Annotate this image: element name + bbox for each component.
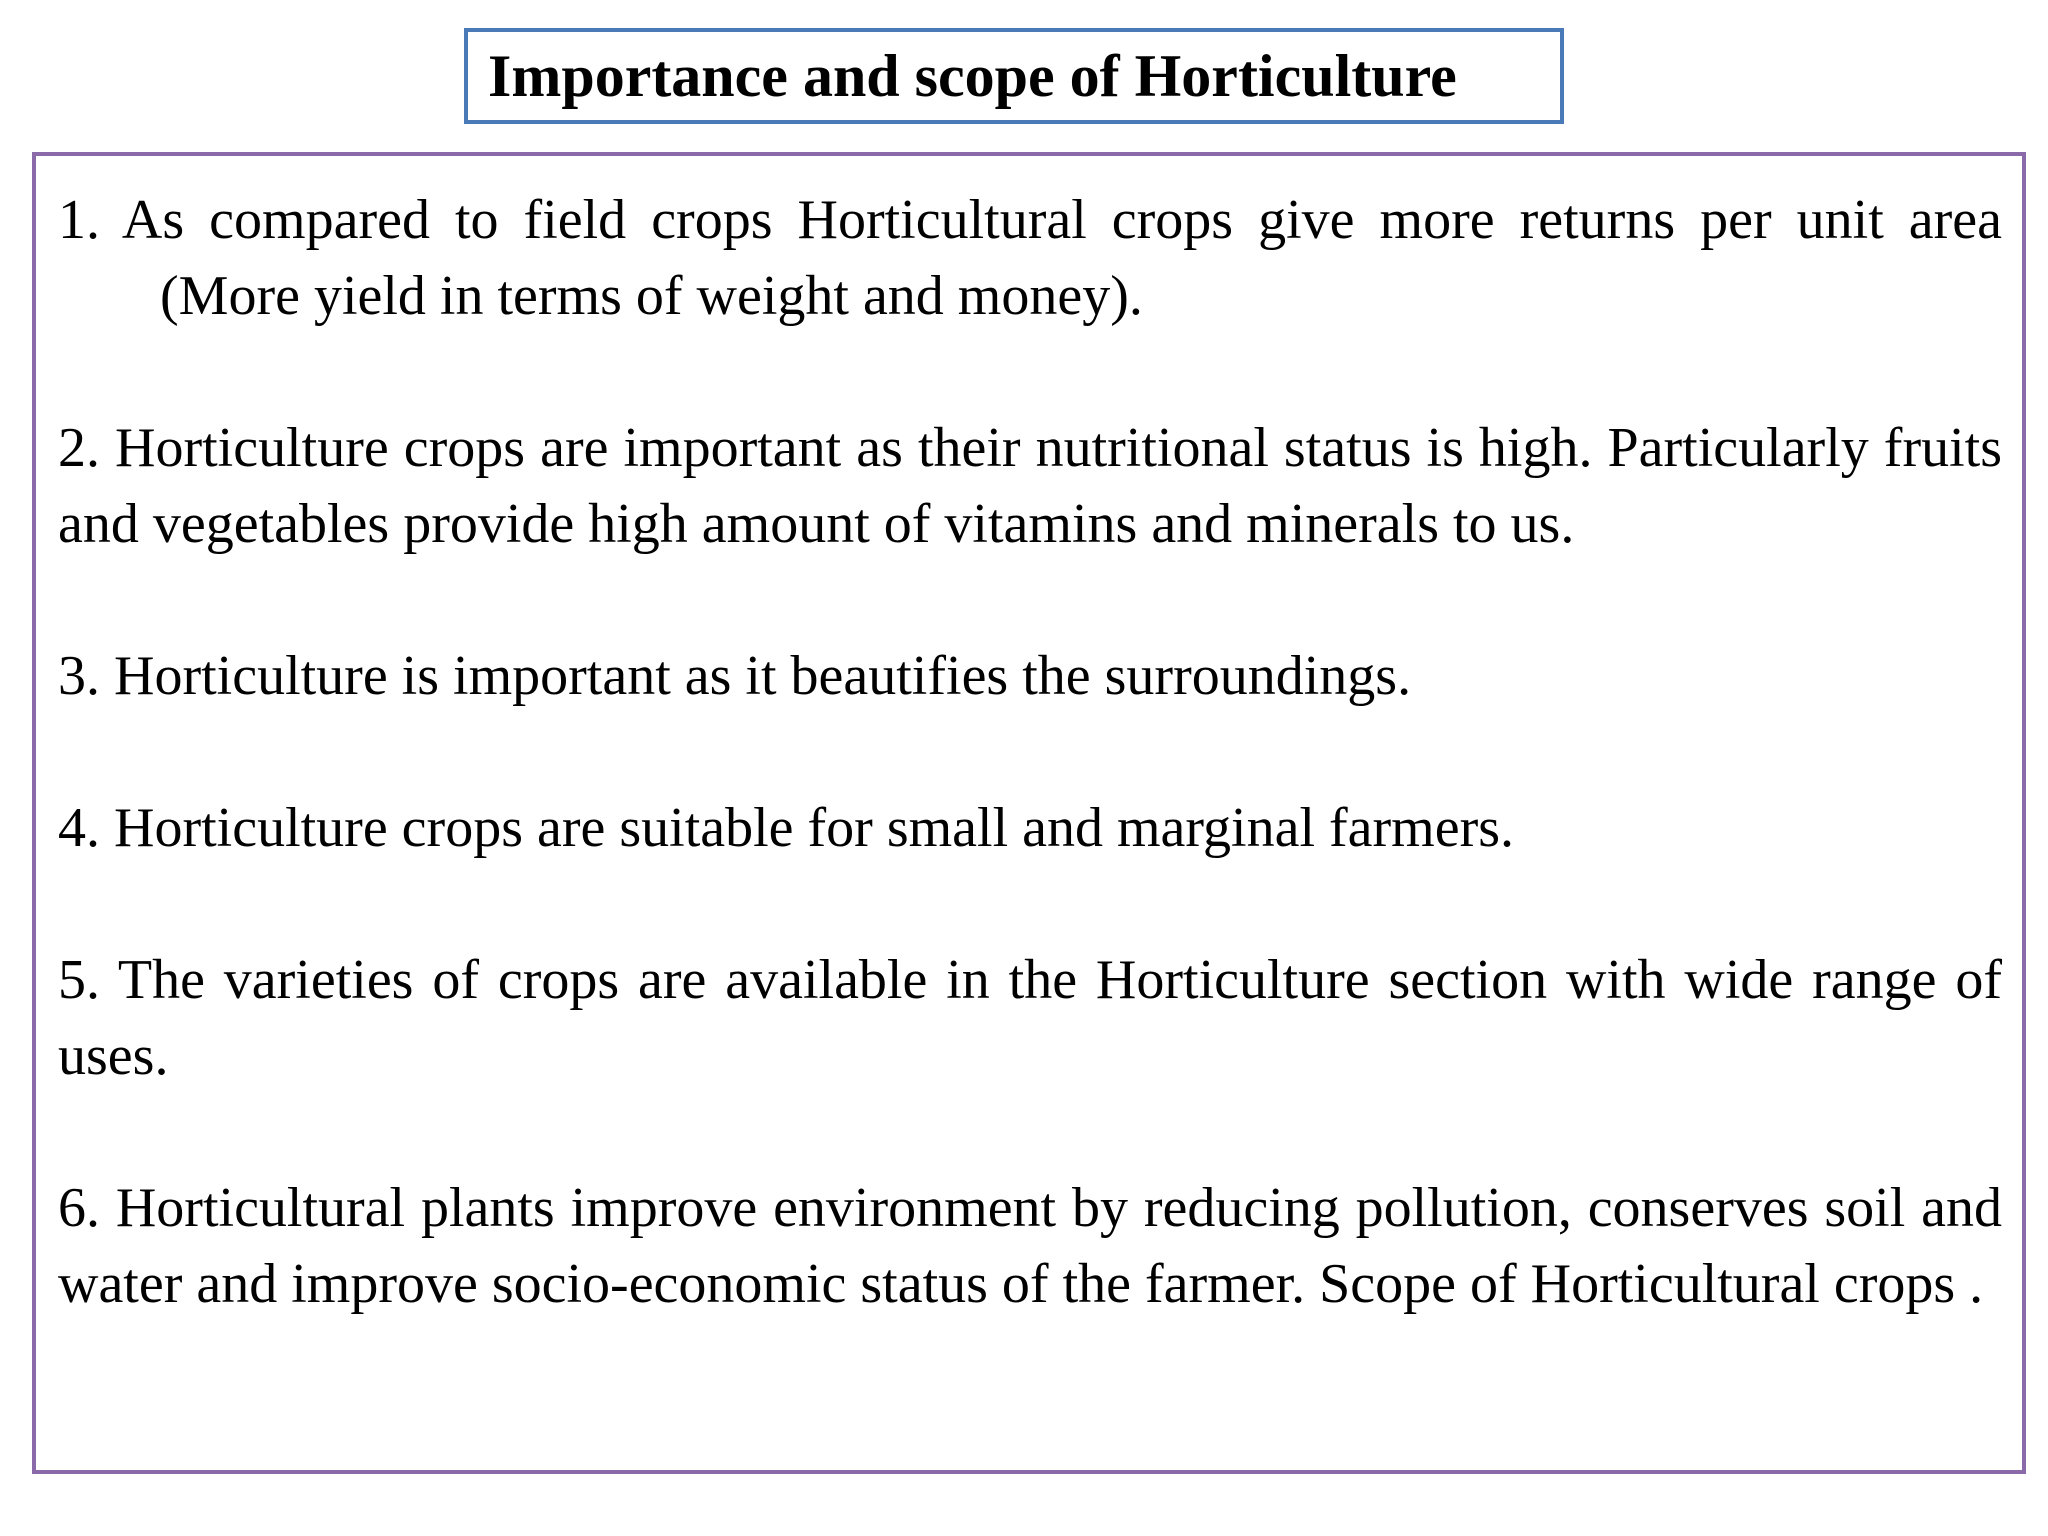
title-box (464, 28, 1564, 124)
point-2: 2. Horticulture crops are important as their nutritional status is high. Particularly fruits and vegetables provide high amount of vitamins and minerals to us. (58, 417, 2002, 555)
point-1: 1. As compared to field crops Horticultural crops give more returns per unit area (More yield in terms of weight and money). (58, 189, 2002, 327)
point-3: 3. Horticulture is important as it beautifies the surroundings. (58, 645, 1412, 707)
point-6: 6. Horticultural plants improve environment by reducing pollution, conserves soil and water and improve socio-economic status of the farmer. Scope of Horticultural crops . (58, 1177, 2002, 1315)
content-box (32, 152, 2026, 1474)
point-4: 4. Horticulture crops are suitable for small and marginal farmers. (58, 797, 1515, 859)
point-5: 5. The varieties of crops are available in the Horticulture section with wide range of uses. (58, 949, 2002, 1087)
page-title: Importance and scope of Horticulture (488, 43, 1457, 109)
